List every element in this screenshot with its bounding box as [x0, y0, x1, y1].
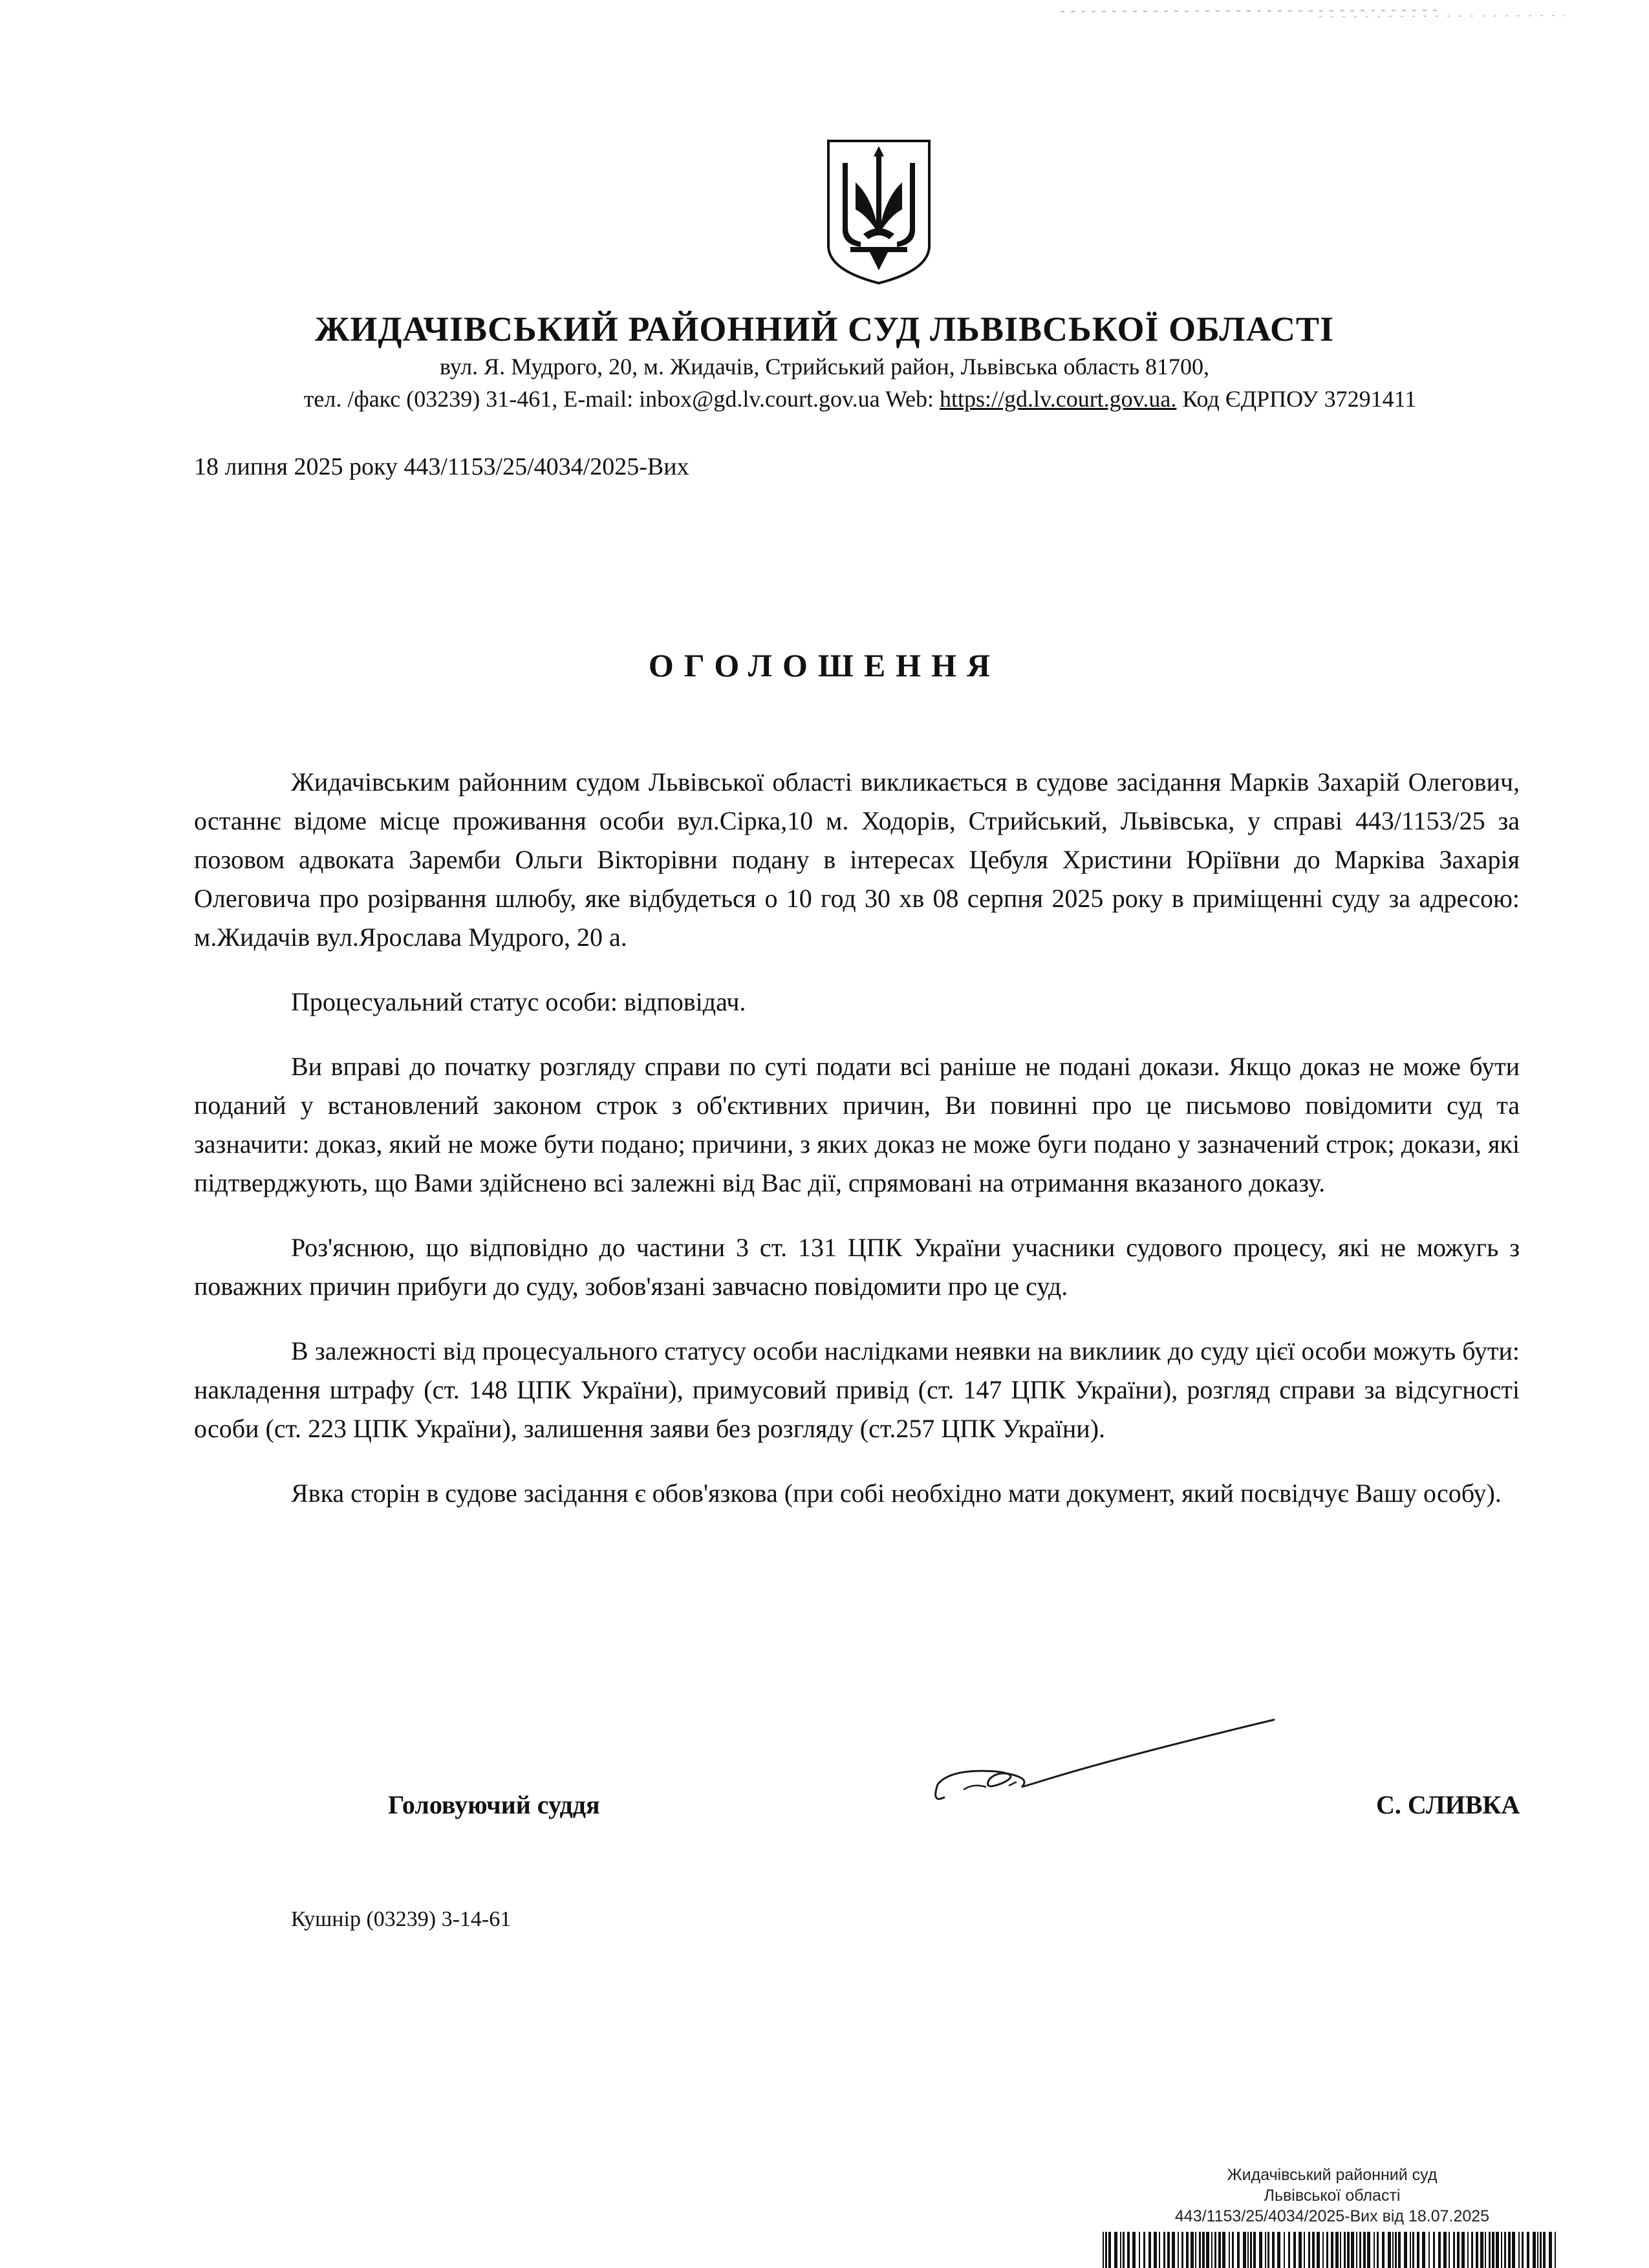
barcode-bar [1512, 2232, 1515, 2268]
barcode-bar [1471, 2232, 1473, 2268]
barcode-bar [1265, 2232, 1266, 2268]
barcode-bar [1485, 2232, 1486, 2268]
barcode-icon [1103, 2232, 1558, 2268]
court-contacts [194, 385, 1526, 412]
barcode-bar [1356, 2232, 1357, 2268]
barcode-bar [1461, 2232, 1465, 2268]
evidence-paragraph: Ви вправі до початку розгляду справи по суті подати всі раніше не подані докази. Якщо доказ не може бути поданий у встановлений законом строк з об'єктивних причин, Ви повинні про це письмово повідомити суд та зазначити: доказ, який не може бути подано; причини, з яких доказ не може буги подано у зазначений строк; докази, які підтверджують, що Вами здійснено всі залежні від Вас дії, спрямовані на отримання вказаного доказу. [194, 1052, 1520, 1197]
barcode-bar [1404, 2232, 1407, 2268]
barcode-bar [1457, 2232, 1460, 2268]
barcode-bar [1453, 2232, 1455, 2268]
barcode-bar [1527, 2232, 1529, 2268]
notice-paragraph: Роз'яснюю, що відповідно до частини 3 ст. 131 ЦПК України учасники судового процесу, які не можугь з поважних причин прибуги до суду, зобов'язані завчасно повідомити про це суд. [194, 1233, 1520, 1301]
barcode-bar [1543, 2232, 1546, 2268]
barcode-bar [1467, 2232, 1469, 2268]
executor-contact: Кушнір (03239) 3-14-61 [291, 1907, 512, 1931]
barcode-bar [1259, 2232, 1262, 2268]
barcode-bar [1288, 2232, 1290, 2268]
barcode-bar [1211, 2232, 1212, 2268]
barcode-bar [1143, 2232, 1145, 2268]
barcode-bar [1331, 2232, 1333, 2268]
barcode-bar [1181, 2232, 1183, 2268]
judge-name: С. СЛИВКА [1376, 1790, 1520, 1819]
barcode-bar [1374, 2232, 1375, 2268]
barcode-bar [1412, 2232, 1414, 2268]
consequences-paragraph: В залежності від процесуального статусу особи наслідками неявки на виклиик до суду цієї особи можуть бути: накладення штрафу (ст. 148 ЦПК України), примусовий привід (ст. 147 ЦПК України), розгляд справи за відсугності особи (ст. 223 ЦПК України), залишення заяви без розгляду (ст.257 ЦПК України). [194, 1336, 1520, 1443]
barcode-bar [1351, 2232, 1354, 2268]
barcode-bar [1191, 2232, 1194, 2268]
contacts-suffix: Код ЄДРПОУ 37291411 [1176, 386, 1417, 412]
court-name: ЖИДАЧІВСЬКИЙ РАЙОННИЙ СУД ЛЬВІВСЬКОЇ ОБЛАСТІ [314, 310, 1334, 348]
barcode-bar [1232, 2232, 1234, 2268]
barcode-bar [1317, 2232, 1320, 2268]
barcode-bar [1363, 2232, 1366, 2268]
handwritten-signature-icon [925, 1707, 1287, 1817]
summons-paragraph: Жидачівським районним судом Львівської області викликається в судове засідання Марків Захарій Олегович, останнє відоме місце проживання особи вул.Сірка,10 м. Ходорів, Стрийський, Львівська, у справі 443/1153/25 за позовом адвоката Заремби Ольги Вікторівни подану в інтересах Цебуля Христини Юріївни до Марківа Захарія Олеговича про розірвання шлюбу, яке відбудеться о 10 год 30 хв 08 серпня 2025 року в приміщенні суду за адресою: м.Жидачів вул.Ярослава Мудрого, 20 а. [194, 767, 1520, 952]
registration-stamp [1112, 2165, 1552, 2227]
barcode-bar [1222, 2232, 1225, 2268]
outgoing-reference: 18 липня 2025 року 443/1153/25/4034/2025-Вих [194, 453, 689, 480]
barcode-bar [1492, 2232, 1494, 2268]
barcode-bar [1114, 2232, 1117, 2268]
barcode-bar [1127, 2232, 1130, 2268]
barcode-bar [1243, 2232, 1246, 2268]
barcode-bar [1195, 2232, 1196, 2268]
stamp-reference: 443/1153/25/4034/2025-Вих від 18.07.2025 [1174, 2207, 1490, 2225]
barcode-bar [1214, 2232, 1216, 2268]
barcode-bar [1377, 2232, 1379, 2268]
court-website-link[interactable]: https://gd.lv.court.gov.ua. [940, 386, 1177, 412]
barcode-bar [1132, 2232, 1136, 2268]
barcode-bar [1382, 2232, 1385, 2268]
barcode-bar [1340, 2232, 1341, 2268]
barcode-bar [1206, 2232, 1209, 2268]
barcode-bar [1501, 2232, 1502, 2268]
barcode-bar [1250, 2232, 1252, 2268]
barcode-bar [1518, 2232, 1520, 2268]
barcode-bar [1540, 2232, 1542, 2268]
barcode-bar [1347, 2232, 1350, 2268]
barcode-bar [1312, 2232, 1315, 2268]
barcode-bar [1326, 2232, 1328, 2268]
scan-marks [0, 0, 1649, 26]
stamp-region: Львівської області [1264, 2187, 1401, 2205]
judge-title: Головуючий суддя [388, 1790, 600, 1819]
barcode-bar [1123, 2232, 1125, 2268]
barcode-bar [1388, 2232, 1391, 2268]
barcode-bar [1304, 2232, 1305, 2268]
barcode-bar [1159, 2232, 1160, 2268]
document-title: ОГОЛОШЕННЯ [648, 647, 1001, 683]
barcode-bar [1186, 2232, 1189, 2268]
barcode-bar [1218, 2232, 1221, 2268]
barcode-bar [1449, 2232, 1450, 2268]
barcode-bar [1504, 2232, 1506, 2268]
barcode-bar [1476, 2232, 1478, 2268]
barcode-bar [1308, 2232, 1310, 2268]
barcode-bar [1267, 2232, 1269, 2268]
barcode-bar [1139, 2232, 1140, 2268]
barcode-bar [1344, 2232, 1346, 2268]
barcode-bar [1272, 2232, 1275, 2268]
barcode-bar [1555, 2232, 1556, 2268]
status-paragraph: Процесуальний статус особи: відповідач. [291, 987, 746, 1016]
barcode-bar [1108, 2232, 1111, 2268]
barcode-bar [1148, 2232, 1151, 2268]
court-address: вул. Я. Мудрого, 20, м. Жидачів, Стрийський район, Львівська область 81700, [439, 354, 1210, 380]
barcode-bar [1335, 2232, 1339, 2268]
stamp-court-name: Жидачівський районний суд [1227, 2166, 1438, 2184]
attendance-paragraph: Явка сторін в судове засідання є обов'язкова (при собі необхідно мати документ, який посвідчує Вашу особу). [291, 1479, 1502, 1508]
contacts-prefix: тел. /факс (03239) 31-461, E-mail: inbox@gd.lv.court.gov.ua Web: [303, 386, 940, 412]
barcode-bar [1489, 2232, 1491, 2268]
barcode-bar [1322, 2232, 1324, 2268]
barcode-bar [1253, 2232, 1256, 2268]
barcode-bar [1120, 2232, 1121, 2268]
barcode-bar [1422, 2232, 1425, 2268]
barcode-bar [1237, 2232, 1240, 2268]
barcode-bar [1398, 2232, 1401, 2268]
trident-coat-of-arms-icon [824, 137, 933, 287]
barcode-bar [1167, 2232, 1170, 2268]
barcode-bar [1537, 2232, 1538, 2268]
barcode-bar [1199, 2232, 1201, 2268]
barcode-bar [1417, 2232, 1419, 2268]
barcode-bar [1172, 2232, 1175, 2268]
barcode-bar [1533, 2232, 1536, 2268]
barcode-bar [1392, 2232, 1394, 2268]
barcode-bar [1229, 2232, 1230, 2268]
barcode-bar [1178, 2232, 1179, 2268]
barcode-bar [1508, 2232, 1511, 2268]
barcode-bar [1103, 2232, 1104, 2268]
barcode-bar [1105, 2232, 1107, 2268]
barcode-bar [1284, 2232, 1285, 2268]
barcode-bar [1410, 2232, 1411, 2268]
barcode-bar [1522, 2232, 1524, 2268]
barcode-bar [1163, 2232, 1165, 2268]
barcode-bar [1443, 2232, 1447, 2268]
barcode-bar [1480, 2232, 1483, 2268]
barcode-bar [1438, 2232, 1441, 2268]
document-body [194, 763, 1520, 1539]
barcode-bar [1428, 2232, 1430, 2268]
barcode-bar [1549, 2232, 1552, 2268]
barcode-bar [1359, 2232, 1361, 2268]
barcode-bar [1247, 2232, 1249, 2268]
barcode-bar [1277, 2232, 1280, 2268]
barcode-bar [1293, 2232, 1296, 2268]
barcode-bar [1496, 2232, 1499, 2268]
barcode-bar [1395, 2232, 1397, 2268]
barcode-bar [1367, 2232, 1370, 2268]
barcode-bar [1154, 2232, 1157, 2268]
barcode-bar [1433, 2232, 1435, 2268]
barcode-bar [1202, 2232, 1205, 2268]
barcode-bar [1299, 2232, 1302, 2268]
